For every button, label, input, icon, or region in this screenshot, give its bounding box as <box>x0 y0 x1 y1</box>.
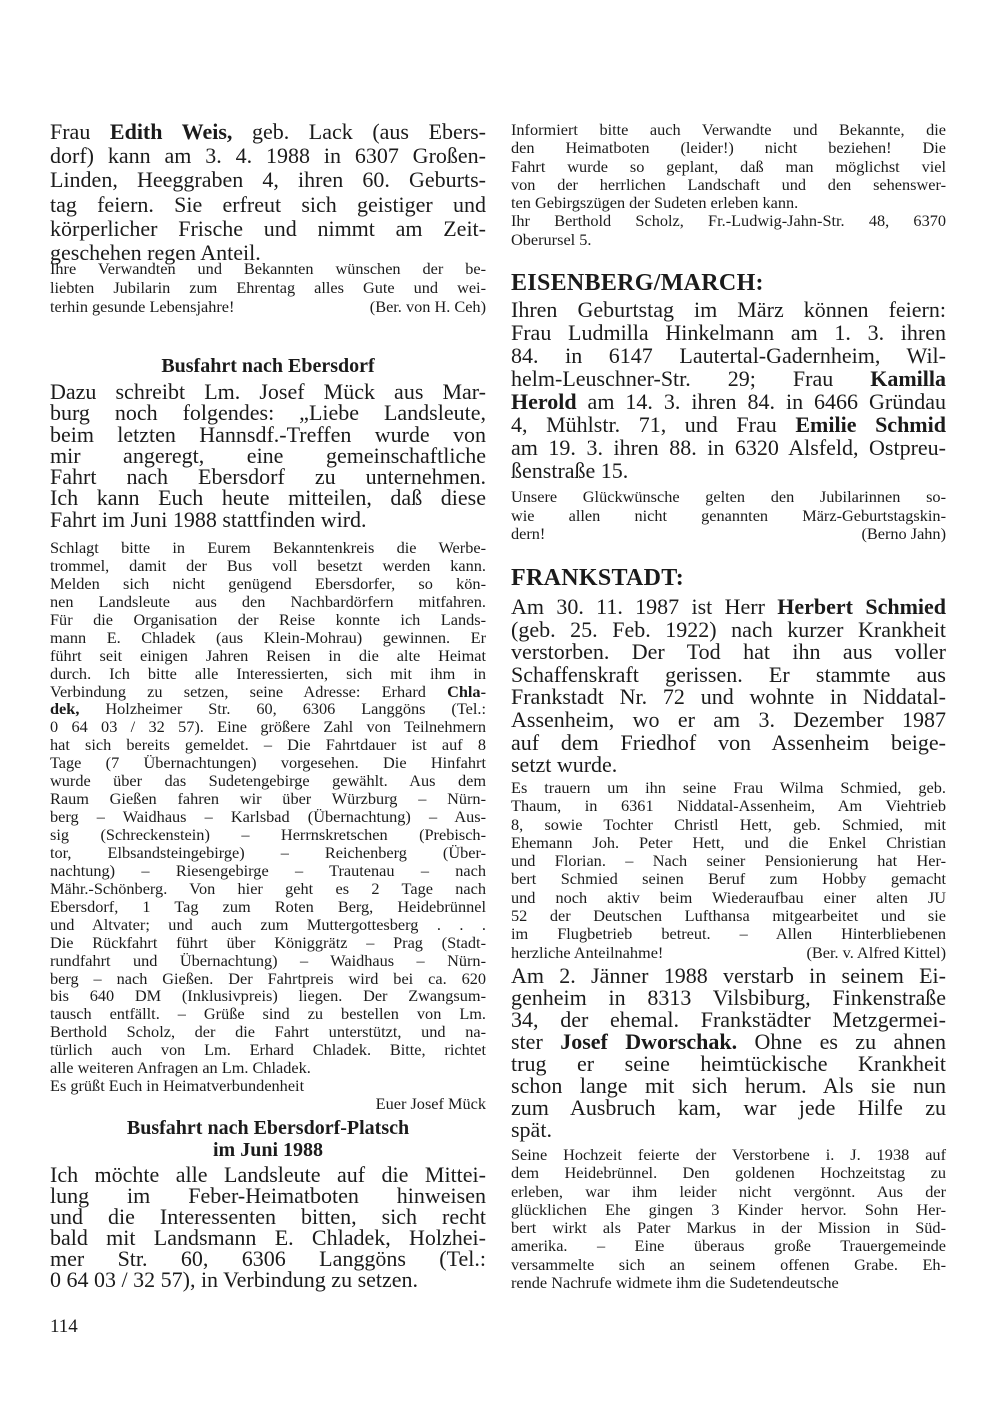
text-line: Mähr.-Schönberg. Von hier geht es 2 Tage nach <box>50 878 486 898</box>
text-line: wurde über das Sudetengebirge gewählt. Aus dem <box>50 771 486 791</box>
text-line: berg – nach Gießen. Der Fahrtpreis wird bei ca. 620 <box>50 968 486 988</box>
text-line: am 19. 3. ihren 88. in 6320 Alsfeld, Ostpreu- <box>511 435 946 460</box>
schmied-mourners <box>511 779 946 962</box>
text-line: 52 der Deutschen Lufthansa mitgearbeitet und sie <box>511 906 946 926</box>
text-line: setzt wurde. <box>511 752 618 778</box>
text-line: 0 64 03 / 32 57), in Verbindung zu setzen. <box>50 1267 419 1292</box>
heading-line: Busfahrt nach Ebersdorf-Platsch <box>126 1117 410 1139</box>
bold-name: Chla- <box>447 681 486 701</box>
text-line: nachtung) – Riesengebirge – Trautenau – nach <box>50 860 486 880</box>
text-line: dorf) kann am 3. 4. 1988 in 6307 Großen- <box>50 143 486 169</box>
text-line: Raum Gießen fahren wir über Würzburg – Nürn- <box>50 789 486 809</box>
eisenberg-wishes <box>511 488 946 544</box>
text-segment: geb. Lack (aus Ebers- <box>232 119 486 144</box>
bold-name: Kamilla <box>870 366 946 391</box>
text-segment: Holzheimer Str. 60, 6306 Langgöns (Tel.: <box>79 699 486 719</box>
text-segment: herzliche Anteilnahme! <box>511 942 664 962</box>
text-line: bert Schmied seinen Beruf zum Hobby gemacht <box>511 869 946 889</box>
text-line: ßenstraße 15. <box>511 458 629 483</box>
text-line: Ihren Geburtstag im März können feiern: <box>511 297 946 322</box>
credit-text: (Ber. v. Alfred Kittel) <box>806 942 946 962</box>
text-line: liebten Jubilarin zum Ehrentag alles Gute und wei- <box>50 278 486 297</box>
text-line: bis 640 DM (Inklusivpreis) liegen. Der Zwangsum- <box>50 986 486 1006</box>
schmied-obituary <box>511 596 946 777</box>
text-line: mir angeregt, eine gemeinschaftliche <box>50 442 486 468</box>
text-line: amerika. – Eine überaus große Trauergemeinde <box>511 1236 946 1256</box>
text-line: dem Heidebrünnel. Den goldenen Hochzeitstag zu <box>511 1163 946 1183</box>
bold-name: dek, <box>50 699 80 719</box>
text-line: mer Str. 60, 6306 Langgöns (Tel.: <box>50 1246 486 1271</box>
text-segment: am 14. 3. ihren 84. in 6466 Gründau <box>576 389 946 414</box>
text-line: sig (Schreckenstein) – Herrnskretschen (Prebisch- <box>50 825 486 844</box>
text-line: Frau Ludmilla Hinkelmann am 1. 3. ihren <box>511 320 946 345</box>
text-segment: Frau <box>50 119 110 144</box>
text-line <box>511 413 946 436</box>
eisenberg-birthdays <box>511 298 946 482</box>
heading-eisenberg-march: EISENBERG/MARCH: <box>511 270 764 296</box>
text-line: trommel, damit der Bus voll besetzt werden kann. <box>50 555 486 575</box>
busfahrt-body <box>50 539 486 1113</box>
text-line: Tage (7 Übernachtungen) vorgesehen. Die Hinfahrt <box>50 753 486 773</box>
dworschak-details <box>511 1146 946 1292</box>
text-line: Seine Hochzeit feierte der Verstorbene i. J. 1938 auf <box>511 1145 946 1164</box>
text-line: Ebersdorf, 1 Tag zum Roten Berg, Heidebrünnel <box>50 896 486 916</box>
text-line: Fahrt im Juni 1988 stattfinden wird. <box>50 506 367 532</box>
text-line: Assenheim, wo er am 3. Dezember 1987 <box>511 706 946 732</box>
text-line: Linden, Heeggraben 4, ihren 60. Geburts- <box>50 167 486 193</box>
text-line: im Flugbetrieb betreut. – Allen Hinterbliebenen <box>511 924 946 944</box>
text-line: wie allen nicht genannten März-Geburtstagskin- <box>511 505 946 525</box>
text-line: und die Interessenten bitten, sich recht <box>50 1204 486 1229</box>
bold-name: Emilie Schmid <box>795 412 946 437</box>
edith-weis-wishes <box>50 259 486 316</box>
text-line: Dazu schreibt Lm. Josef Mück aus Mar- <box>50 379 486 404</box>
text-line: 84. in 6147 Lautertal-Gadernheim, Wil- <box>511 343 946 368</box>
edith-weis-birthday-article <box>50 120 486 265</box>
text-line: tag feiern. Sie erfreut sich geistiger und <box>50 191 486 217</box>
text-line: bert wirkt als Pater Markus in der Mission in Süd- <box>511 1218 946 1238</box>
text-line: 0 64 03 / 32 57). Eine größere Zahl von Teilnehmern <box>50 717 486 737</box>
text-line: versammelte sich an seinem offenen Grabe. Eh- <box>511 1254 946 1274</box>
text-segment: helm-Leuschner-Str. 29; Frau <box>511 366 871 391</box>
dworschak-obituary <box>511 965 946 1141</box>
text-line: Informiert bitte auch Verwandte und Bekannte, die <box>511 120 946 139</box>
text-line: Am 2. Jänner 1988 verstarb in seinem Ei- <box>511 963 946 988</box>
text-line: genheim in 8313 Vilsbiburg, Finkenstraße <box>511 985 946 1010</box>
text-line: beim letzten Hannsdf.-Treffen wurde von <box>50 421 486 447</box>
busfahrt-continuation <box>511 121 946 249</box>
text-line: erleben, war ihm leider nicht vergönnt. Aus der <box>511 1181 946 1201</box>
text-line: Oberursel 5. <box>511 229 592 249</box>
text-line: burg noch folgendes: „Liebe Landsleute, <box>50 400 486 426</box>
text-line <box>50 1095 486 1113</box>
bold-name: Josef Dworschak. <box>560 1029 738 1054</box>
bold-name: Edith Weis, <box>109 119 233 144</box>
text-line: und Florian. – Nach seiner Pensionierung hat Her- <box>511 851 946 871</box>
text-line: tor, Elbsandsteingebirge) – Reichenberg (Über- <box>50 842 486 862</box>
text-line: spät. <box>511 1117 552 1142</box>
text-line: Berthold Scholz, der die Fahrt unterstützt, und na- <box>50 1022 486 1042</box>
text-line: berg – Waidhaus – Karlsbad (Übernachtung) – Aus- <box>50 807 486 827</box>
text-line: Fahrt wurde so geplant, daß man möglichst viel <box>511 156 946 176</box>
text-line <box>50 120 486 144</box>
bold-name: Herbert Schmied <box>777 594 947 619</box>
text-line: auf dem Friedhof von Assenheim beige- <box>511 729 946 755</box>
text-line: 8, sowie Tochter Christl Hett, geb. Schmied, mit <box>511 814 946 834</box>
text-line <box>511 596 946 619</box>
text-line <box>50 683 486 701</box>
text-line <box>50 700 486 718</box>
text-line: Die Rückfahrt führt über Königgrätz – Prag (Stadt- <box>50 932 486 952</box>
text-line: Thaum, in 6361 Niddatal-Assenheim, Am Viehtrieb <box>511 796 946 816</box>
text-line: Frankstadt Nr. 72 und wohnte in Niddatal- <box>511 684 946 710</box>
text-line: den Heimatboten (leider!) nicht beziehen! Die <box>511 138 946 158</box>
text-line: alle weiteren Anfragen an Lm. Chladek. <box>50 1058 311 1078</box>
text-line: nen Landsleute aus den Nachbardörfern mitfahren. <box>50 591 486 611</box>
text-line: (geb. 25. Feb. 1922) nach kurzer Krankheit <box>511 616 946 642</box>
text-line: zum Ausbruch kam, war jede Hilfe zu <box>511 1095 946 1120</box>
text-line: glücklichen Ehe gingen 3 Kinder hervor. Sohn Her- <box>511 1199 946 1219</box>
heading-busfahrt-ebersdorf: Busfahrt nach Ebersdorf <box>161 355 375 377</box>
text-line: körperlicher Frische und nimmt am Zeit- <box>50 215 486 241</box>
text-line: Ehemann Joh. Peter Hett, und die Enkel Christian <box>511 832 946 852</box>
text-line: Schlagt bitte in Eurem Bekanntenkreis die Werbe- <box>50 538 486 557</box>
text-line: ten Gebirgszügen der Sudeten erleben kann. <box>511 193 799 213</box>
text-line: führt seit einigen Jahren Reisen in die alte Heimat <box>50 645 486 665</box>
text-line: von der herrlichen Landschaft und den sehenswer- <box>511 174 946 194</box>
text-line <box>511 390 946 413</box>
text-segment: terhin gesunde Lebensjahre! <box>50 297 235 316</box>
text-line: bald mit Landsmann E. Chladek, Holzhei- <box>50 1225 486 1250</box>
text-line <box>511 944 946 962</box>
text-line: und noch aktiv beim Wiederaufbau einer alten JU <box>511 887 946 907</box>
credit-text: (Berno Jahn) <box>861 524 946 543</box>
text-line: türlich auch von Lm. Erhard Chladek. Bitte, richtet <box>50 1040 486 1060</box>
text-line: 34, der ehemal. Frankstädter Metzgermei- <box>511 1007 946 1032</box>
text-line: Für die Organisation der Reise konnte ich Lands- <box>50 609 486 629</box>
platsch-article <box>50 1164 486 1290</box>
text-line: lung im Feber-Heimatboten hinweisen <box>50 1183 486 1208</box>
heading-line: im Juni 1988 <box>212 1139 324 1161</box>
heading-frankstadt: FRANKSTADT: <box>511 565 685 591</box>
text-line: geschehen regen Anteil. <box>50 240 261 266</box>
text-line: hat sich bereits gemeldet. – Die Fahrtdauer ist auf 8 <box>50 735 486 755</box>
heading-busfahrt-platsch <box>50 1117 486 1161</box>
text-line <box>511 525 946 544</box>
text-line: schon lange mit sich herum. Als sie nun <box>511 1073 946 1098</box>
text-line: Es trauern um ihn seine Frau Wilma Schmied, geb. <box>511 778 946 797</box>
text-line: Ihre Verwandten und Bekannten wünschen der be- <box>50 259 486 278</box>
text-line: Ich möchte alle Landsleute auf die Mittei- <box>50 1162 486 1187</box>
credit-text: (Ber. von H. Ceh) <box>369 297 486 316</box>
text-segment: Ohne es zu ahnen <box>737 1029 947 1054</box>
text-line: verstorben. Der Tod hat ihn aus voller <box>511 639 946 665</box>
text-line: Fahrt nach Ebersdorf zu unternehmen. <box>50 464 486 490</box>
text-line: und Altvater; und auch zum Muttergottesberg . . . <box>50 914 486 934</box>
credit-text: Euer Josef Mück <box>375 1094 486 1114</box>
text-line: Es grüßt Euch in Heimatverbundenheit <box>50 1076 305 1096</box>
text-line: Ihr Berthold Scholz, Fr.-Ludwig-Jahn-Str. 48, 6370 <box>511 211 946 231</box>
text-line: Melden sich nicht genügend Ebersdorfer, so kön- <box>50 573 486 593</box>
text-segment: Verbindung zu setzen, seine Adresse: Erhard <box>50 681 448 701</box>
text-line: tausch entfällt. – Grüße sind zu bestellen von Lm. <box>50 1004 486 1024</box>
text-segment: dern! <box>511 524 546 543</box>
text-segment: ster <box>511 1029 561 1054</box>
text-line: Schaffenskraft gerissen. Er stammte aus <box>511 661 946 687</box>
text-line: mann E. Chladek (aus Klein-Mohrau) gewinnen. Er <box>50 627 486 647</box>
text-line: rende Nachrufe widmete ihm die Sudetendeutsche <box>511 1273 839 1293</box>
busfahrt-intro <box>50 381 486 530</box>
text-line: Unsere Glückwünsche gelten den Jubilarinnen so- <box>511 487 946 506</box>
text-line: rundfahrt und Übernachtung) – Waidhaus – Nürn- <box>50 950 486 970</box>
text-line <box>511 367 946 390</box>
bold-name: Herold <box>511 389 577 414</box>
text-line <box>511 1031 946 1053</box>
text-segment: Am 30. 11. 1987 ist Herr <box>511 594 778 619</box>
text-line: durch. Ich bitte alle Interessierten, sich mit ihm in <box>50 663 486 683</box>
text-segment: 4, Mühlstr. 71, und Frau <box>511 412 796 437</box>
text-line: Ich kann Euch heute mitteilen, daß diese <box>50 485 486 511</box>
page-number: 114 <box>50 1316 78 1337</box>
text-line <box>50 297 486 316</box>
text-line: trug er seine heimtückische Krankheit <box>511 1051 946 1076</box>
